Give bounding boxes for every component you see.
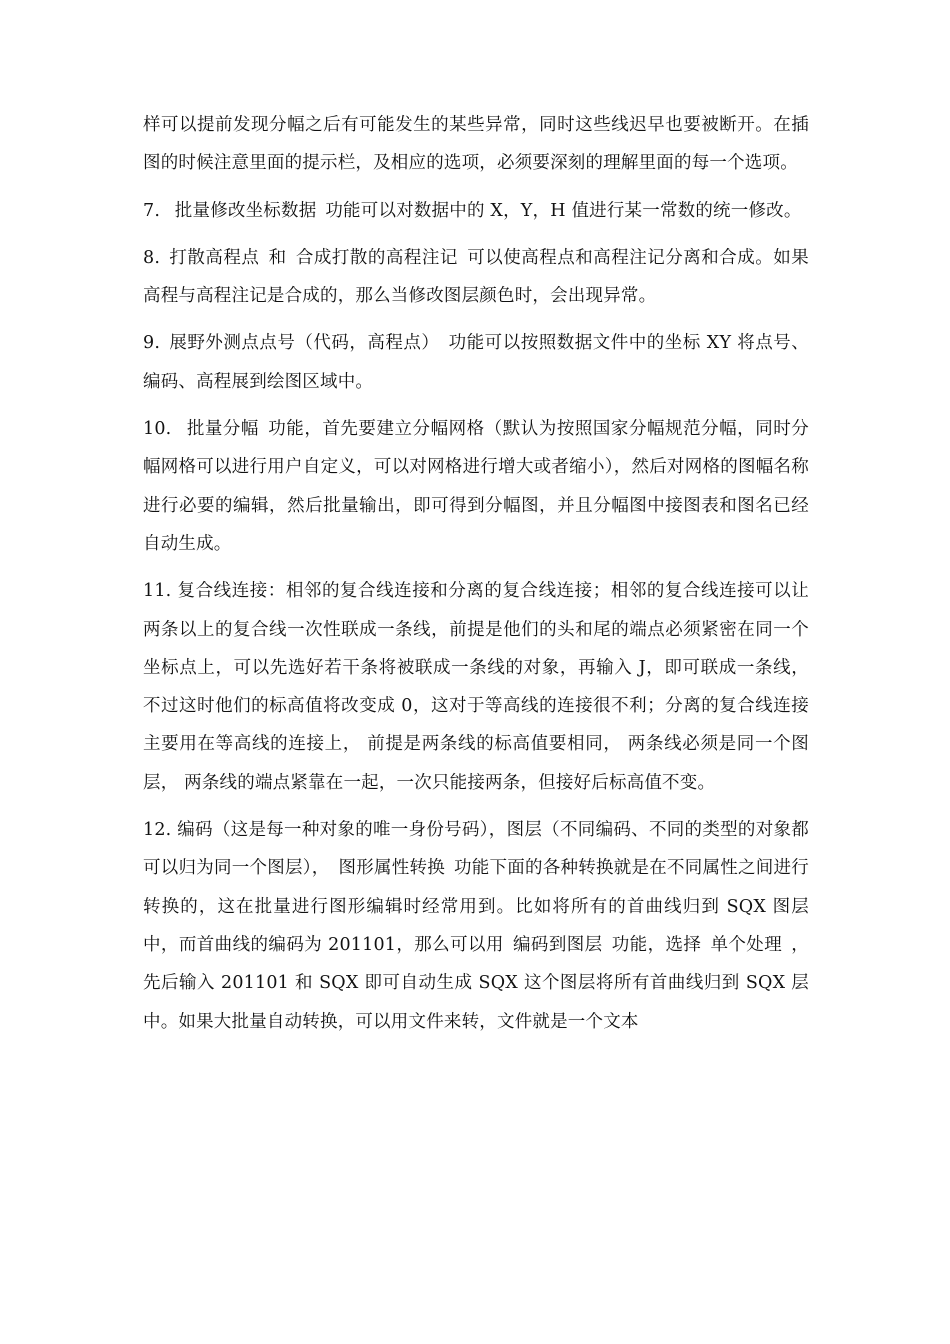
paragraph-item-7: 7. 批量修改坐标数据 功能可以对数据中的 X，Y，H 值进行某一常数的统一修改。 <box>143 200 802 221</box>
paragraph-item-12: 12. 编码（这是每一种对象的唯一身份号码），图层（不同编码、不同的类型的对象都可以归为同一个图层）， 图形属性转换 功能下面的各种转换就是在不同属性之间进行转换的，这在批量进行图形编辑时经常用到。比如将所有的首曲线归到 SQX 图层中，而首曲线的编码为 201101，那么可以用 编码到图层 功能，选择 单个处理 ，先后输入 201101 和 SQX 即可自动生成 SQX 这个图层将所有首曲线归到 SQX 层中。如果大批量自动转换，可以用文件来转，文件就是一个文本 <box>143 820 809 1032</box>
paragraph-item-9: 9. 展野外测点点号（代码，高程点） 功能可以按照数据文件中的坐标 XY 将点号、编码、高程展到绘图区域中。 <box>143 333 809 392</box>
paragraph-continuation: 样可以提前发现分幅之后有可能发生的某些异常，同时这些线迟早也要被断开。在插图的时候注意里面的提示栏，及相应的选项，必须要深刻的理解里面的每一个选项。 <box>143 115 809 174</box>
paragraph-item-10: 10. 批量分幅 功能，首先要建立分幅网格（默认为按照国家分幅规范分幅，同时分幅网格可以进行用户自定义，可以对网格进行增大或者缩小），然后对网格的图幅名称进行必要的编辑，然后批量输出，即可得到分幅图，并且分幅图中接图表和图名已经自动生成。 <box>143 419 809 554</box>
paragraph-item-8: 8. 打散高程点 和 合成打散的高程注记 可以使高程点和高程注记分离和合成。如果高程与高程注记是合成的，那么当修改图层颜色时，会出现异常。 <box>143 247 809 307</box>
paragraph-item-11: 11. 复合线连接：相邻的复合线连接和分离的复合线连接；相邻的复合线连接可以让两条以上的复合线一次性联成一条线，前提是他们的头和尾的端点必须紧密在同一个坐标点上，可以先选好若干条将被联成一条线的对象，再输入 J，即可联成一条线，不过这时他们的标高值将改变成 0，这对于等高线的连接很不利；分离的复合线连接主要用在等高线的连接上， 前提是两条线的标高值要相同， 两条线必须是同一个图层， 两条线的端点紧靠在一起，一次只能接两条，但接好后标高值不变。 <box>143 581 809 793</box>
document-body <box>143 106 809 1041</box>
